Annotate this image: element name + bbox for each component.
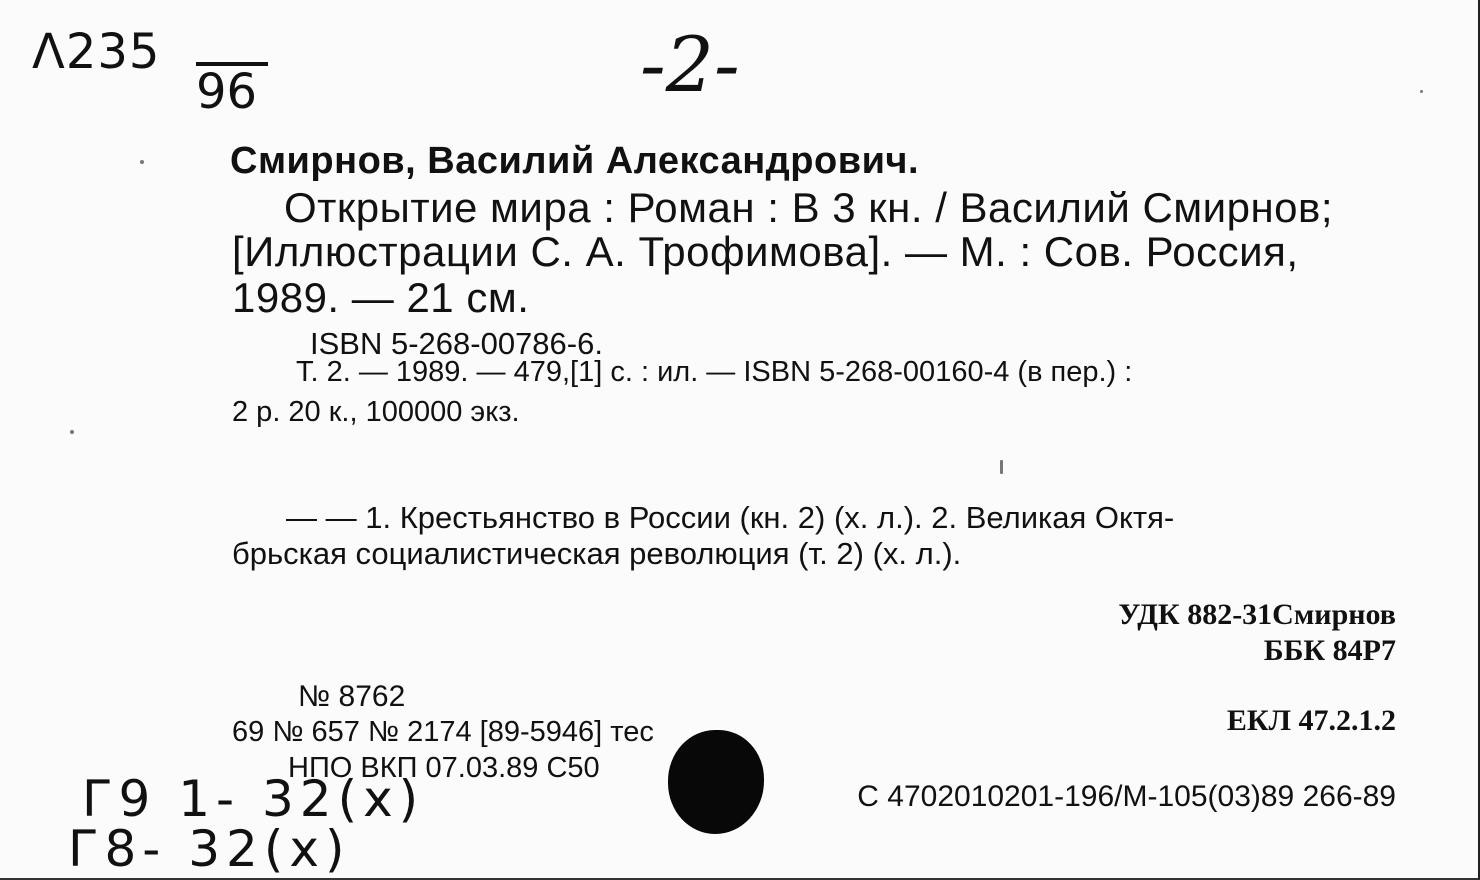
title-line-3: 1989. — 21 см. [232, 274, 530, 321]
catalog-index-number: С 4702010201-196/М-105(03)89 266-89 [857, 780, 1396, 813]
handwritten-shelf-code: Λ235 [32, 24, 161, 80]
handwritten-shelf-denominator: 96 [196, 64, 258, 120]
ink-blot [668, 730, 764, 834]
order-number: № 8762 [298, 680, 406, 713]
scan-speck [70, 430, 74, 434]
scan-speck [140, 160, 144, 164]
handwritten-page-number: -2- [640, 20, 740, 109]
title-line-2: [Иллюстрации С. А. Трофимова]. — М. : Сов. Россия, [232, 228, 1299, 275]
bbk-code: ББК 84Р7 [1263, 634, 1396, 667]
title-line-1: Открытие мира : Роман : В 3 кн. / Василий Смирнов; [284, 184, 1334, 231]
scan-speck [1420, 90, 1423, 93]
subject-headings-line-2: брьская социалистическая революция (т. 2) (х. л.). [232, 536, 962, 571]
author-heading: Смирнов, Василий Александрович. [230, 140, 920, 182]
udk-code: УДК 882-31Смирнов [1118, 598, 1396, 631]
subject-headings-line-1: — — 1. Крестьянство в России (кн. 2) (х. л.). 2. Великая Октя- [286, 500, 1175, 535]
print-info-line-2: НПО ВКП 07.03.89 С50 [288, 752, 600, 784]
handwritten-classification-2: Г8- 32(х) [68, 820, 351, 878]
ekl-code: ЕКЛ 47.2.1.2 [1226, 704, 1396, 737]
price-and-print-run: 2 р. 20 к., 100000 экз. [232, 396, 520, 428]
scan-speck [1000, 460, 1003, 474]
handwritten-classification-1: Г9 1- 32(х) [82, 770, 425, 828]
isbn-set: ISBN 5-268-00786-6. [310, 326, 603, 361]
print-info-line-1: 69 № 657 № 2174 [89-5946] тес [232, 716, 654, 748]
volume-description: Т. 2. — 1989. — 479,[1] с. : ил. — ISBN 5-268-00160-4 (в пер.) : [296, 356, 1133, 388]
